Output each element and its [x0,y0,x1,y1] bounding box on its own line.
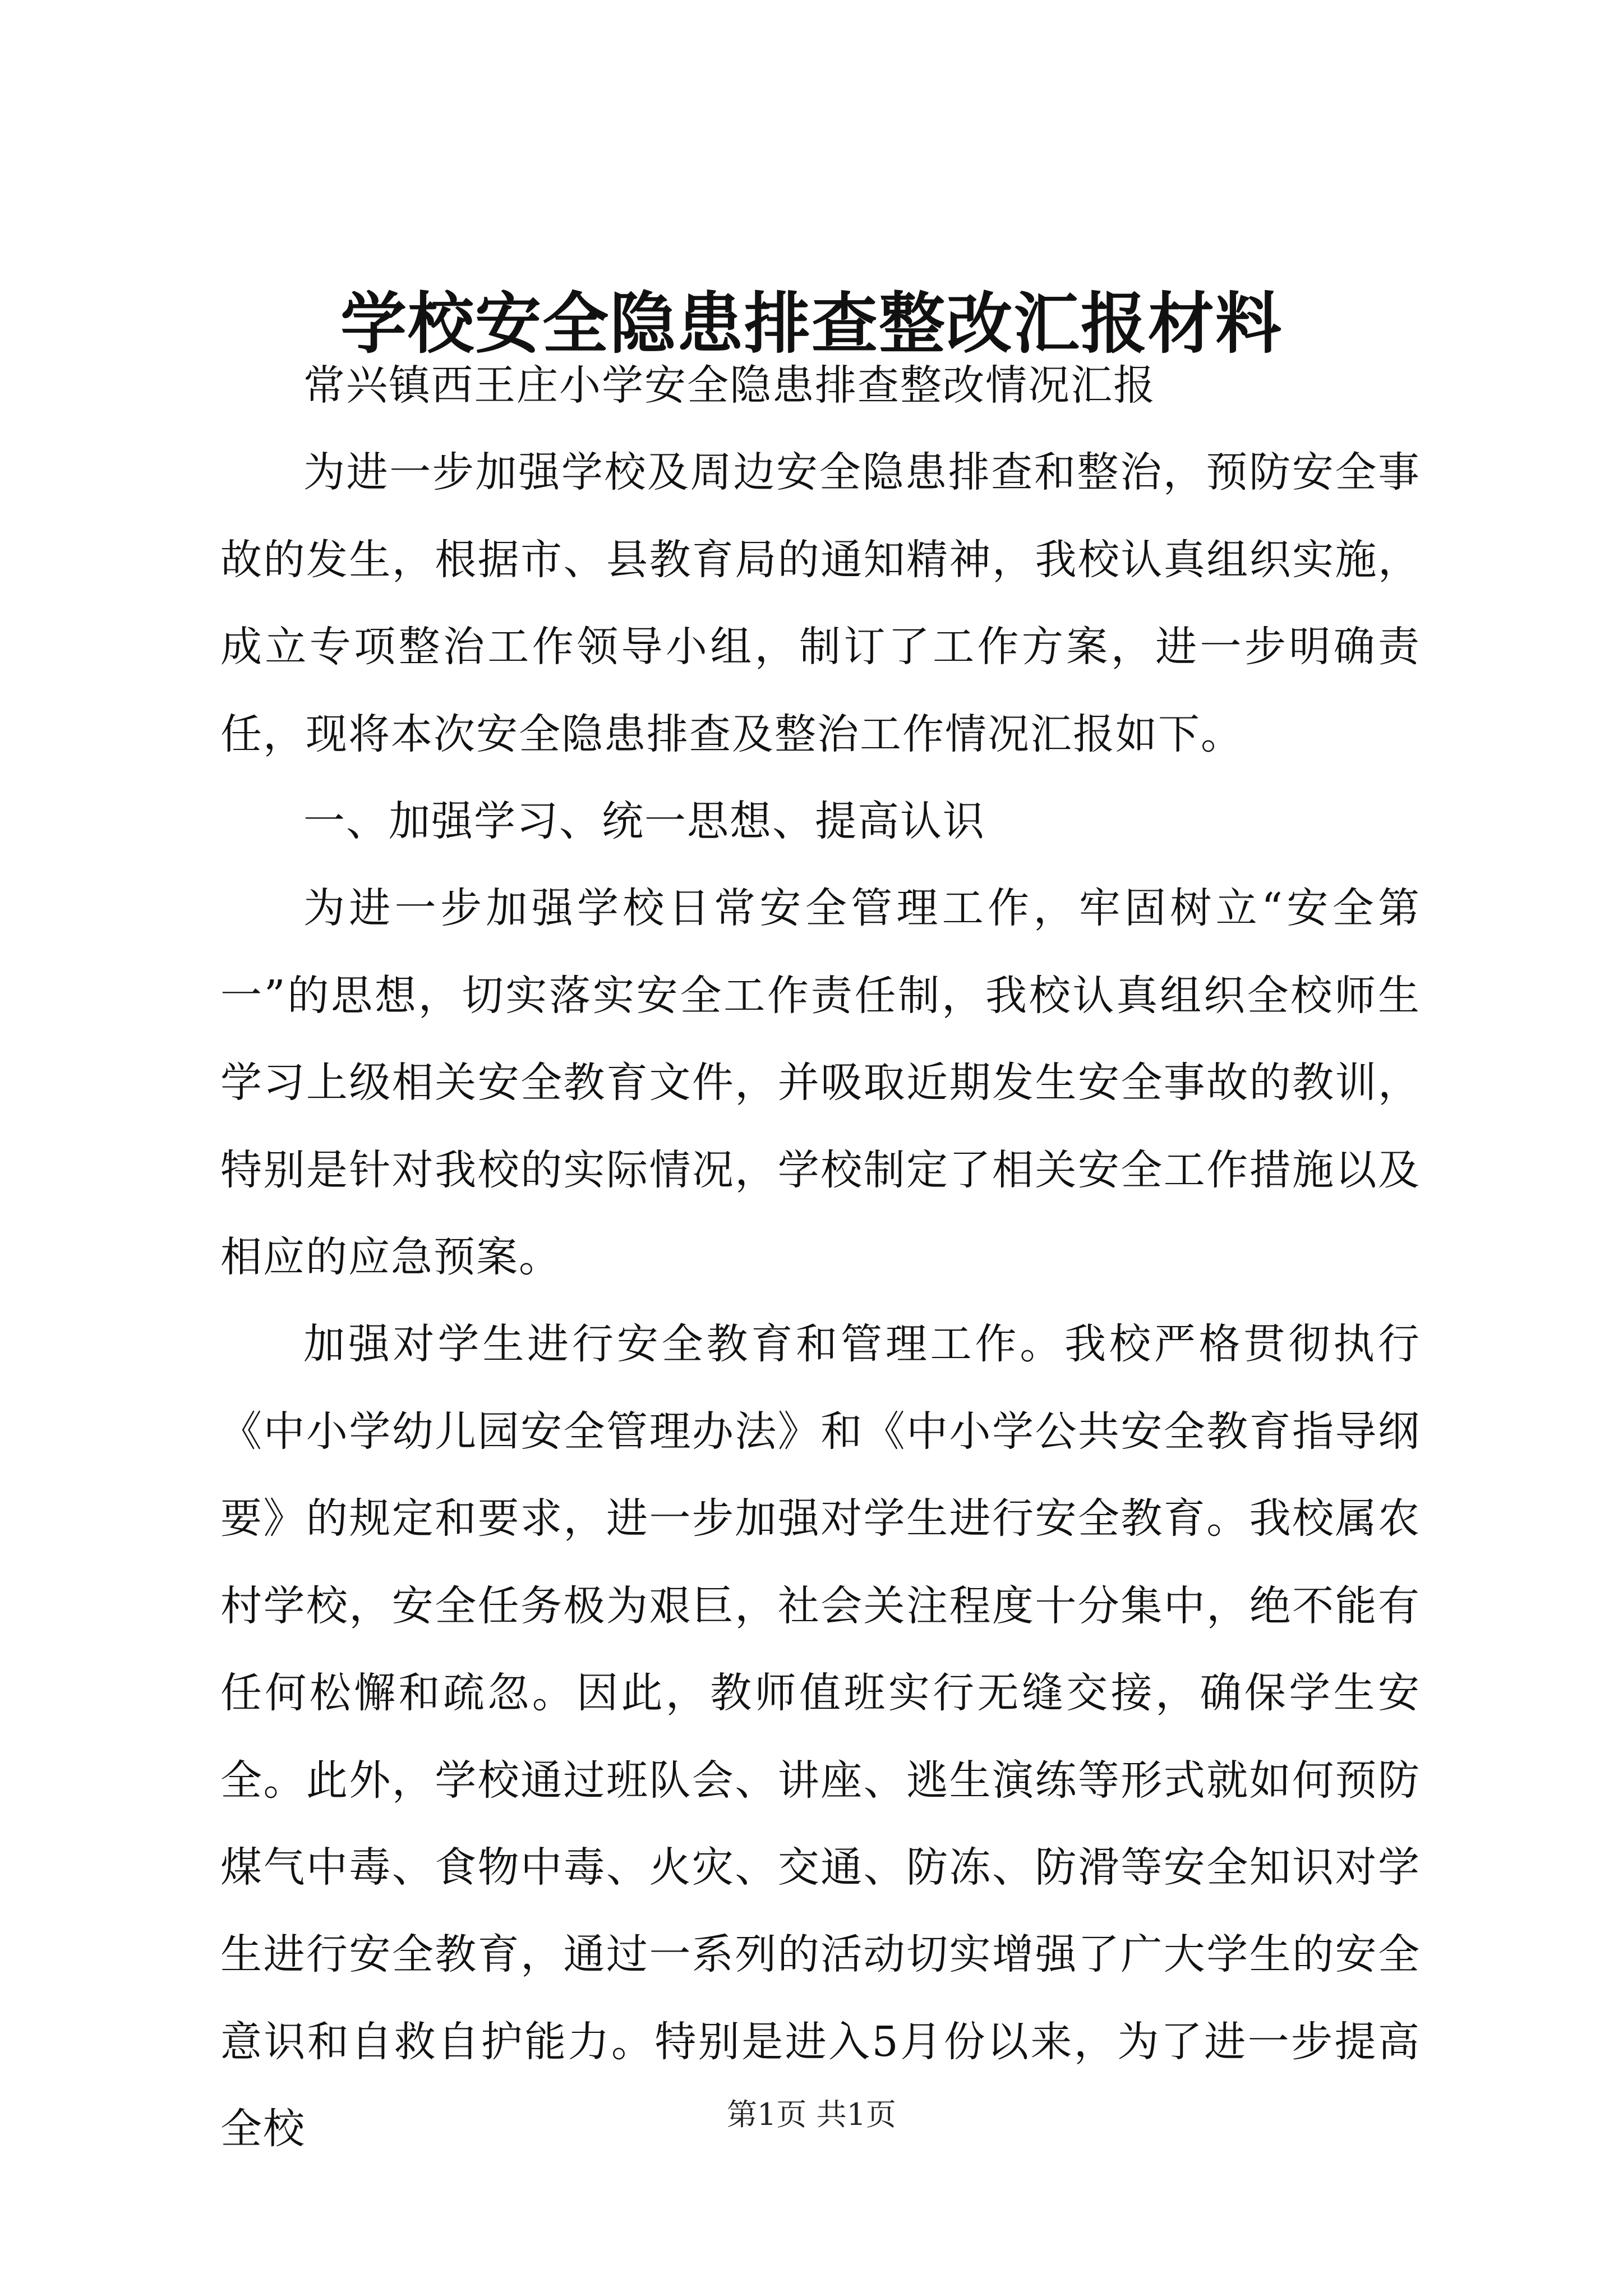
section-heading: 一、加强学习、统一思想、提高认识 [303,797,985,846]
document-body [220,342,1421,2173]
page-footer: 第1页 共1页 [727,2097,896,2132]
body-paragraph: 为进一步加强学校及周边安全隐患排查和整治，预防安全事故的发生，根据市、县教育局的通知精神，我校认真组织实施，成立专项整治工作领导小组，制订了工作方案，进一步明确责任，现将本次安全隐患排查及整治工作情况汇报如下。 [220,448,1421,758]
document-title: 学校安全隐患排查整改汇报材料 [340,284,1283,362]
body-paragraph: 为进一步加强学校日常安全管理工作，牢固树立“安全第一”的思想，切实落实安全工作责任制，我校认真组织全校师生学习上级相关安全教育文件，并吸取近期发生安全事故的教训，特别是针对我校的实际情况，学校制定了相关安全工作措施以及相应的应急预案。 [220,884,1421,1282]
body-paragraph: 加强对学生进行安全教育和管理工作。我校严格贯彻执行《中小学幼儿园安全管理办法》和《中小学公共安全教育指导纲要》的规定和要求，进一步加强对学生进行安全教育。我校属农村学校，安全任务极为艰巨，社会关注程度十分集中，绝不能有任何松懈和疏忽。因此，教师值班实行无缝交接，确保学生安全。此外，学校通过班队会、讲座、逃生演练等形式就如何预防煤气中毒、食物中毒、火灾、交通、防冻、防滑等安全知识对学生进行安全教育，通过一系列的活动切实增强了广大学生的安全意识和自救自护能力。特别是进入5月份以来，为了进一步提高全校 [220,1320,1421,2154]
subtitle-paragraph: 常兴镇西王庄小学安全隐患排查整改情况汇报 [303,361,1156,409]
